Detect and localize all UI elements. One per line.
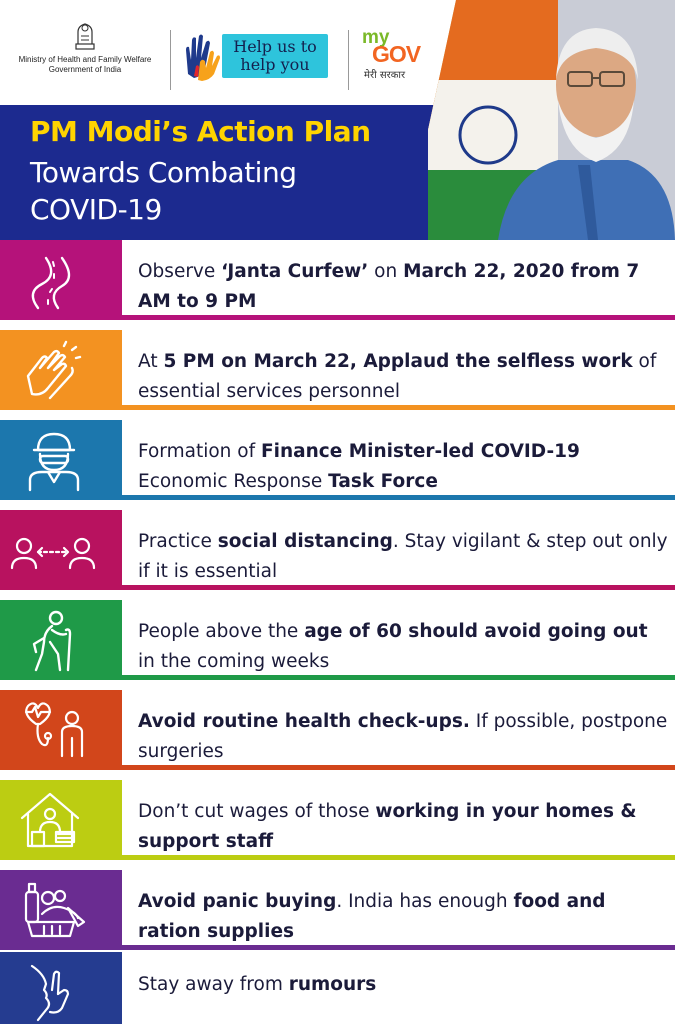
item-text <box>138 347 668 407</box>
home-worker-icon <box>18 788 90 852</box>
item-text <box>138 617 668 677</box>
item-text-bold: ‘Janta Curfew’ <box>221 261 369 282</box>
item-text <box>138 887 668 947</box>
item-icon-box <box>0 240 122 320</box>
item-text <box>138 707 668 767</box>
item-icon-box <box>0 870 122 950</box>
mygov-tagline: मेरी सरकार <box>364 70 406 81</box>
item-text <box>138 970 668 1000</box>
page-subtitle-line-2: COVID-19 <box>30 193 162 226</box>
help-line-1: Help us to <box>233 37 317 56</box>
header-divider <box>348 30 349 90</box>
help-text-box <box>222 34 328 78</box>
ministry-logo <box>10 18 160 75</box>
item-text-plain: People above the <box>138 621 305 642</box>
action-item <box>0 510 675 600</box>
item-text-bold: Avoid panic buying <box>138 891 337 912</box>
ministry-name: Ministry of Health and Family Welfare <box>18 55 152 64</box>
item-icon-box <box>0 510 122 590</box>
groceries-icon <box>18 878 90 942</box>
action-item <box>0 420 675 510</box>
item-text-plain: . India has enough <box>336 891 514 912</box>
mygov-my: my <box>362 27 390 48</box>
government-name: Government of India <box>48 65 122 74</box>
page-title: PM Modi’s Action Plan <box>30 115 371 148</box>
item-text-bold: March 22, 2020 from 7 AM to 9 PM <box>138 261 640 312</box>
item-icon-box <box>0 330 122 410</box>
item-text-plain: . Stay vigilant & step out only if it is essential <box>138 531 668 582</box>
help-line-2: help you <box>240 55 310 74</box>
item-text-bold: Task Force <box>328 471 438 492</box>
item-text-bold: Finance Minister-led COVID-19 <box>260 441 580 462</box>
action-item <box>0 870 675 960</box>
item-text-bold: social distancing <box>217 531 393 552</box>
item-text-plain: Formation of <box>138 441 261 462</box>
elderly-person-icon <box>18 608 90 672</box>
help-us-logo <box>180 30 330 82</box>
item-icon-box <box>0 420 122 500</box>
item-icon-box <box>0 600 122 680</box>
health-checkup-icon <box>18 698 90 762</box>
pm-photo <box>428 0 675 240</box>
clapping-hands-icon <box>18 338 90 402</box>
item-text-plain: on <box>368 261 404 282</box>
item-text <box>138 437 668 497</box>
item-icon-box <box>0 690 122 770</box>
item-icon-box <box>0 780 122 860</box>
action-item <box>0 600 675 690</box>
item-text-bold: food and ration supplies <box>138 891 606 942</box>
social-distance-icon <box>10 518 96 582</box>
action-item <box>0 240 675 330</box>
road-icon <box>18 248 90 312</box>
item-text-plain: Practice <box>138 531 218 552</box>
hands-icon <box>180 30 224 82</box>
item-text-bold: Avoid routine health check-ups. <box>138 711 470 732</box>
action-item <box>0 780 675 870</box>
item-text-plain: in the coming weeks <box>138 651 330 672</box>
item-text-plain: At <box>138 351 164 372</box>
item-text-plain: Don’t cut wages of those <box>138 801 376 822</box>
officer-icon <box>18 428 90 492</box>
page-subtitle-line-1: Towards Combating <box>30 156 297 189</box>
ashoka-emblem-icon <box>72 18 98 52</box>
action-item <box>0 952 675 1024</box>
item-text-bold: age of 60 should avoid going out <box>304 621 648 642</box>
hush-icon <box>18 960 90 1024</box>
item-text-plain: Economic Response <box>138 471 329 492</box>
item-text-bold: rumours <box>288 974 377 995</box>
item-text <box>138 797 668 857</box>
item-text-plain: of essential services personnel <box>138 351 657 402</box>
item-text <box>138 257 668 317</box>
item-text-plain: Stay away from <box>138 974 289 995</box>
item-text <box>138 527 668 587</box>
action-item <box>0 330 675 420</box>
mygov-gov: GOV <box>372 41 421 67</box>
header-divider <box>170 30 171 90</box>
item-text-plain: Observe <box>138 261 222 282</box>
item-text-bold: working in your homes & support staff <box>138 801 637 852</box>
item-icon-box <box>0 952 122 1024</box>
action-item <box>0 690 675 780</box>
item-text-bold: 5 PM on March 22, Applaud the selfless work <box>163 351 633 372</box>
item-text-plain: If possible, postpone surgeries <box>138 711 668 762</box>
